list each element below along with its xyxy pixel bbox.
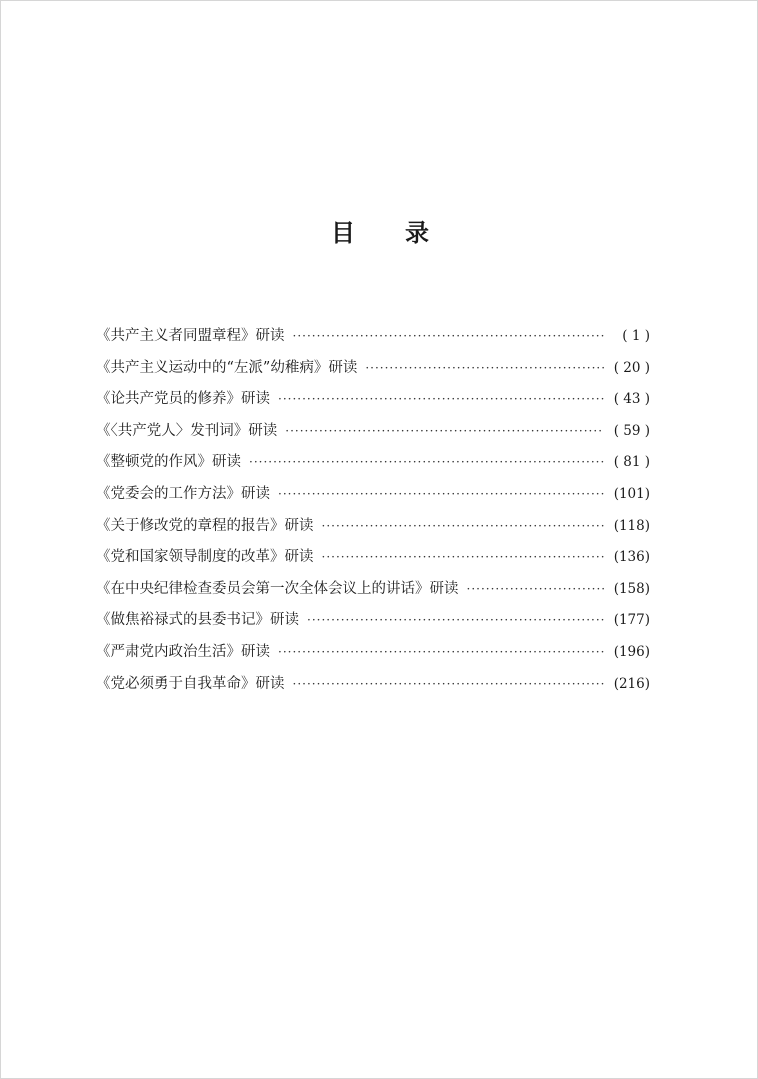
toc-entry-page: ( 59 ) bbox=[613, 422, 650, 439]
toc-entry-title: 《关于修改党的章程的报告》研读 bbox=[96, 517, 314, 534]
toc-entry-title: 《〈共产党人〉发刊词》研读 bbox=[96, 422, 278, 439]
toc-entry-title: 《论共产党员的修养》研读 bbox=[96, 391, 270, 408]
toc-entry[interactable] bbox=[96, 574, 650, 606]
toc-entry-title: 《党和国家领导制度的改革》研读 bbox=[96, 549, 314, 566]
toc-leader-dots bbox=[278, 384, 604, 416]
toc-entry[interactable] bbox=[96, 479, 650, 511]
toc-entry-page: ( 81 ) bbox=[613, 454, 650, 471]
toc-entry-page: (196) bbox=[613, 643, 650, 660]
toc-entry-title: 《党委会的工作方法》研读 bbox=[96, 485, 270, 502]
toc-entry[interactable] bbox=[96, 605, 650, 637]
toc-leader-dots bbox=[322, 511, 605, 543]
toc-entry-page: (136) bbox=[613, 549, 650, 566]
toc-entry-title: 《共产主义运动中的“左派”幼稚病》研读 bbox=[96, 359, 358, 376]
toc-entry[interactable] bbox=[96, 384, 650, 416]
toc-leader-dots bbox=[365, 353, 604, 385]
page-title bbox=[1, 213, 758, 248]
toc-entry-page: (216) bbox=[613, 675, 650, 692]
toc-entry[interactable] bbox=[96, 511, 650, 543]
toc-leader-dots bbox=[322, 542, 605, 574]
toc-entry[interactable] bbox=[96, 416, 650, 448]
toc-leader-dots bbox=[293, 669, 605, 701]
toc-entry-page: ( 20 ) bbox=[613, 359, 650, 376]
toc-entry[interactable] bbox=[96, 542, 650, 574]
toc-entry-title: 《党必须勇于自我革命》研读 bbox=[96, 675, 285, 692]
toc-leader-dots bbox=[278, 479, 604, 511]
toc-leader-dots bbox=[285, 416, 604, 448]
toc-entry-title: 《共产主义者同盟章程》研读 bbox=[96, 328, 285, 344]
toc-entry-title: 《在中央纪律检查委员会第一次全体会议上的讲话》研读 bbox=[96, 580, 459, 597]
toc-entry-page: ( 1 ) bbox=[622, 328, 650, 344]
toc-entry-page: (118) bbox=[613, 517, 650, 534]
toc-entry-title: 《做焦裕禄式的县委书记》研读 bbox=[96, 612, 299, 629]
toc-entry[interactable] bbox=[96, 321, 650, 353]
toc-leader-dots bbox=[307, 605, 604, 637]
toc-entry-page: (158) bbox=[613, 580, 650, 597]
title-char-2: 录 bbox=[405, 218, 429, 247]
toc-leader-dots bbox=[293, 321, 605, 353]
toc-entry-page: ( 43 ) bbox=[613, 391, 650, 408]
toc-leader-dots bbox=[278, 637, 604, 669]
toc-entry[interactable] bbox=[96, 637, 650, 669]
toc-entry-page: (101) bbox=[613, 485, 650, 502]
toc-entry[interactable] bbox=[96, 669, 650, 701]
toc-entry-title: 《整顿党的作风》研读 bbox=[96, 454, 241, 471]
title-char-1: 目 bbox=[331, 218, 355, 247]
toc-entry-page: (177) bbox=[613, 612, 650, 629]
toc-entry[interactable] bbox=[96, 353, 650, 385]
toc-leader-dots bbox=[249, 447, 604, 479]
toc-leader-dots bbox=[467, 574, 605, 606]
table-of-contents bbox=[96, 321, 650, 700]
toc-entry-title: 《严肃党内政治生活》研读 bbox=[96, 643, 270, 660]
toc-entry[interactable] bbox=[96, 447, 650, 479]
